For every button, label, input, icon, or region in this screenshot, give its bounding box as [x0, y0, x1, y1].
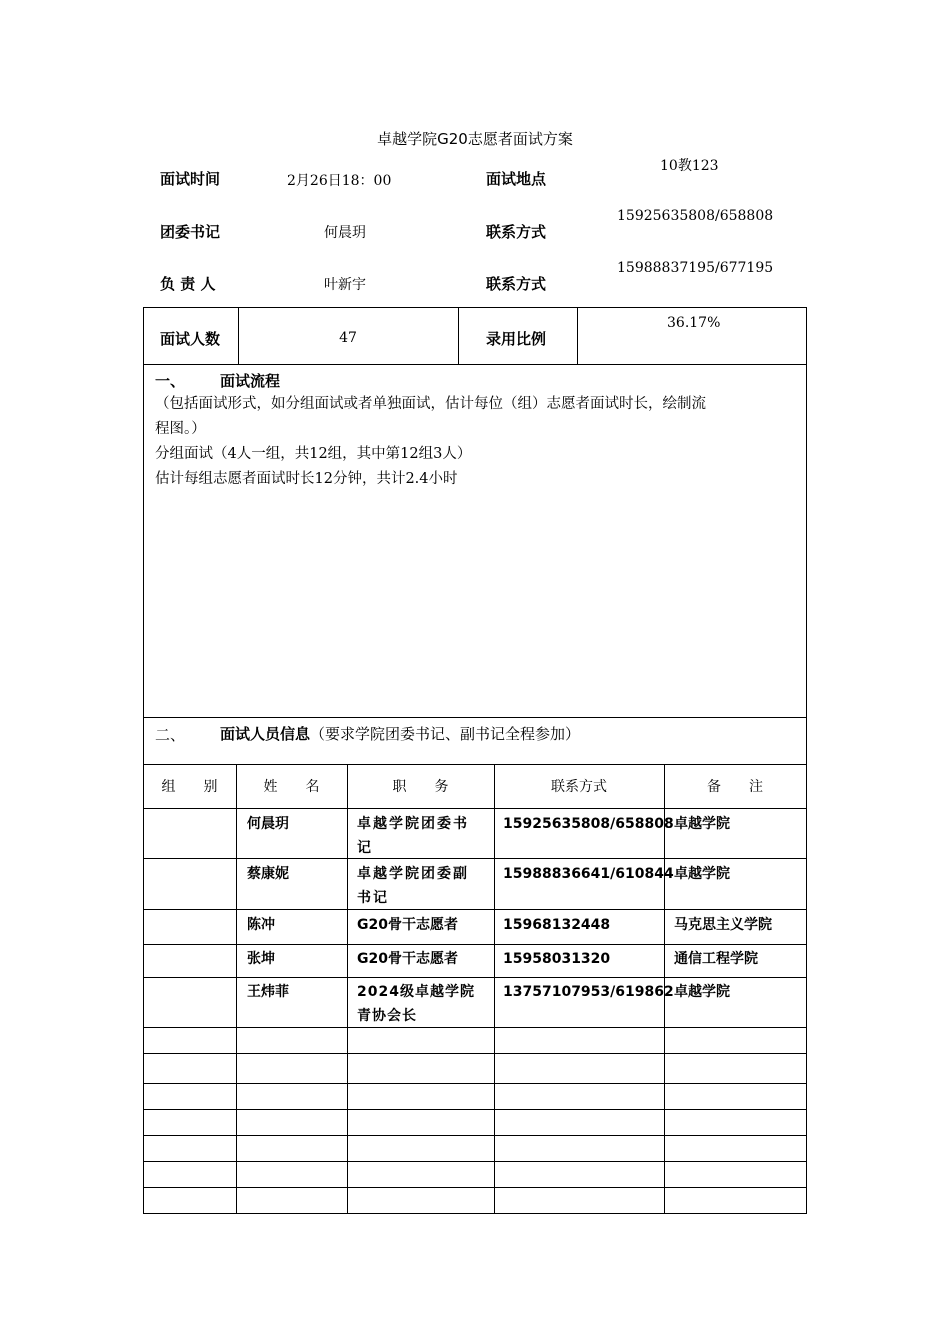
contact1-label: 联系方式 [486, 223, 547, 241]
page-title: 卓越学院G20志愿者面试方案 [377, 130, 573, 148]
duty-line: 卓越学院团委副 [357, 866, 469, 882]
member-contact: 15925635808/658808 [503, 816, 674, 832]
col-header-name: 姓 名 [263, 779, 320, 795]
member-note: 马克思主义学院 [674, 917, 772, 933]
member-note: 卓越学院 [674, 984, 730, 1000]
section1-line: 程图。） [155, 421, 206, 437]
duty-line: 书记 [357, 890, 389, 906]
member-duty [357, 947, 489, 971]
place-value: 10教123 [660, 158, 719, 174]
member-duty [357, 862, 489, 910]
member-duty [357, 913, 489, 937]
time-value: 2月26日18：00 [287, 173, 392, 189]
contact2-label: 联系方式 [486, 275, 547, 293]
col-header-duty: 职 务 [392, 779, 449, 795]
section1-number: 一、 [155, 372, 186, 390]
ratio-label: 录用比例 [486, 330, 547, 348]
section1-line: 估计每组志愿者面试时长12分钟，共计2.4小时 [155, 471, 458, 487]
section1-line: （包括面试形式，如分组面试或者单独面试，估计每位（组）志愿者面试时长，绘制流 [155, 396, 706, 412]
section2-note: （要求学院团委书记、副书记全程参加） [310, 725, 581, 743]
section1-line: 分组面试（4人一组，共12组，其中第12组3人） [155, 446, 472, 462]
duty-line: 青协会长 [357, 1008, 417, 1024]
duty-line: 记 [357, 840, 373, 856]
leader-value: 叶新宇 [324, 277, 366, 293]
duty-line: G20骨干志愿者 [357, 917, 458, 933]
secretary-value: 何晨玥 [324, 225, 366, 241]
section2-number: 二、 [155, 726, 186, 744]
member-contact: 15988836641/610844 [503, 866, 674, 882]
col-header-note: 备 注 [707, 779, 763, 795]
member-contact: 15958031320 [503, 951, 611, 967]
contact2-value: 15988837195/677195 [617, 260, 774, 276]
member-duty [357, 980, 489, 1028]
member-contact: 13757107953/619862 [503, 984, 674, 1000]
section2-title [220, 723, 580, 744]
member-name: 蔡康妮 [247, 866, 289, 882]
section2-heading: 面试人员信息 [220, 725, 311, 743]
duty-line: 2024级卓越学院 [357, 984, 475, 1000]
section1-body [155, 392, 805, 492]
count-value: 47 [339, 330, 357, 346]
secretary-label: 团委书记 [160, 223, 221, 241]
contact1-value: 15925635808/658808 [617, 208, 774, 224]
member-name: 张坤 [247, 951, 275, 967]
member-contact: 15968132448 [503, 917, 611, 933]
duty-line: G20骨干志愿者 [357, 951, 458, 967]
member-note: 卓越学院 [674, 816, 730, 832]
time-label: 面试时间 [160, 170, 221, 188]
member-name: 陈冲 [247, 917, 275, 933]
member-name: 何晨玥 [247, 816, 289, 832]
place-label: 面试地点 [486, 170, 547, 188]
leader-label: 负 责 人 [160, 275, 216, 293]
section1-heading: 面试流程 [220, 372, 281, 390]
count-label: 面试人数 [160, 330, 221, 348]
ratio-value: 36.17% [667, 315, 721, 331]
duty-line: 卓越学院团委书 [357, 816, 469, 832]
member-note: 通信工程学院 [674, 951, 758, 967]
member-name: 王炜菲 [247, 984, 289, 1000]
col-header-contact: 联系方式 [551, 779, 607, 795]
member-note: 卓越学院 [674, 866, 730, 882]
member-duty [357, 812, 489, 860]
col-header-group: 组 别 [161, 779, 218, 795]
